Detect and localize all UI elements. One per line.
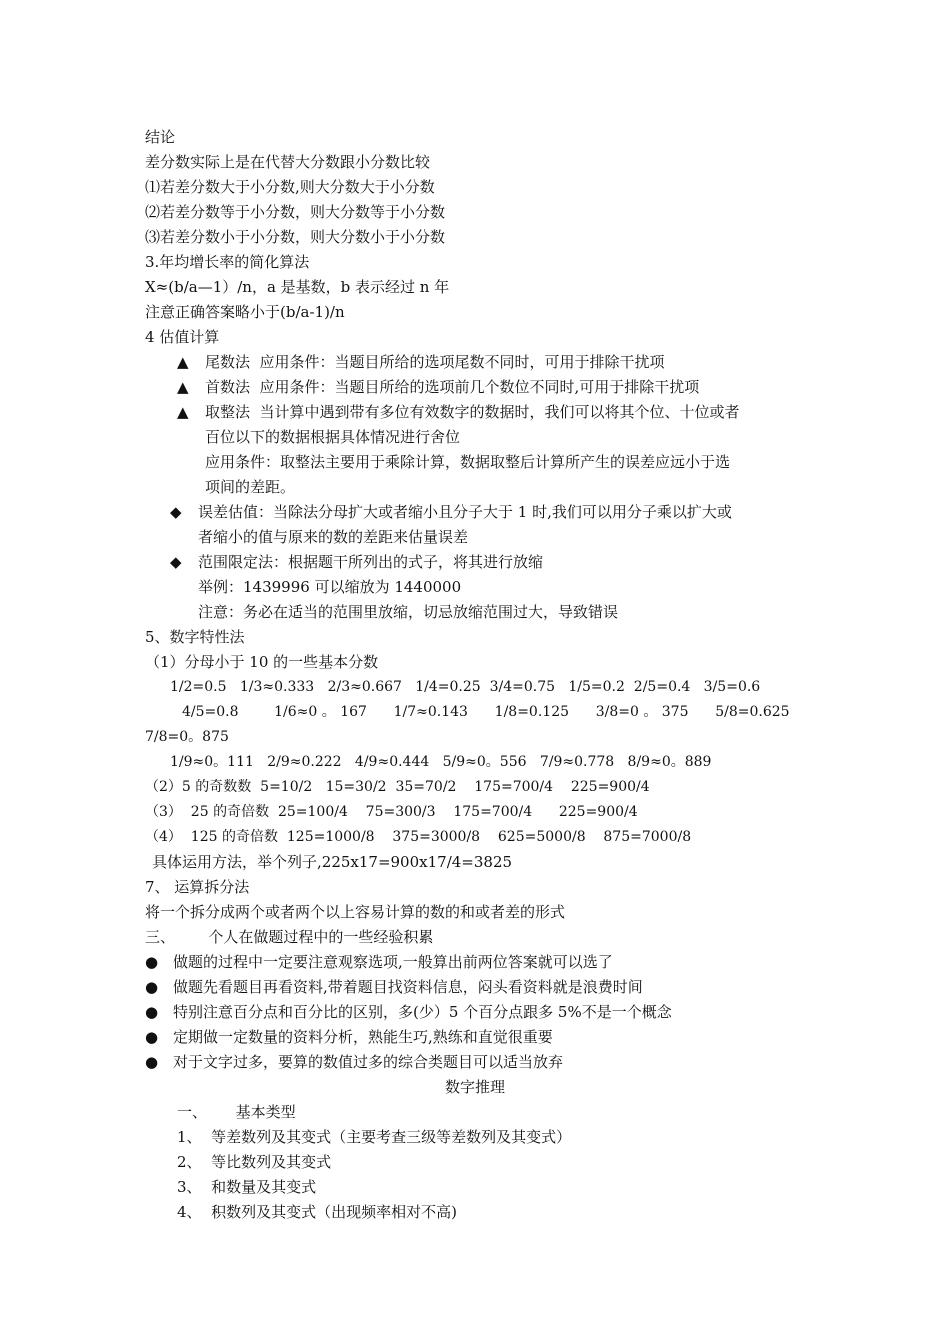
section-heading: 数字推理: [444, 1078, 505, 1096]
bullet-item: ◆ 范围限定法：根据题干所列出的式子，将其进行放缩: [170, 553, 544, 571]
text-line: 1、 等差数列及其变式（主要考查三级等差数列及其变式）: [177, 1128, 572, 1146]
dot-bullet-icon: ●: [145, 978, 159, 996]
text-line: 2、 等比数列及其变式: [177, 1153, 332, 1171]
bullet-item: ▲ 尾数法 应用条件：当题目所给的选项尾数不同时，可用于排除干扰项: [177, 353, 665, 371]
text-line: 注意正确答案略小于(b/a-1)/n: [145, 303, 345, 321]
text-line: ⑶若差分数小于小分数，则大分数小于小分数: [145, 228, 446, 246]
text-line: 项间的差距。: [205, 478, 296, 496]
text-line: 结论: [145, 128, 176, 146]
text-line: （1）分母小于 10 的一些基本分数: [145, 653, 379, 671]
text-line: 1/2=0.5 1/3≈0.333 2/3≈0.667 1/4=0.25 3/4=0.75 1/5=0.2 2/5=0.4 3/5=0.6: [170, 679, 761, 695]
bullet-item: ▲ 首数法 应用条件：当题目所给的选项前几个数位不同时,可用于排除干扰项: [177, 378, 700, 396]
text-line: 7、 运算拆分法: [145, 878, 250, 896]
text-line: 4 估值计算: [145, 328, 220, 346]
text-line: ⑵若差分数等于小分数，则大分数等于小分数: [145, 203, 446, 221]
bullet-item: ● 对于文字过多，要算的数值过多的综合类题目可以适当放弃: [145, 1053, 564, 1071]
text-line: 举例：1439996 可以缩放为 1440000: [198, 578, 462, 596]
text-line: 5、数字特性法: [145, 628, 245, 646]
bullet-item: ◆ 误差估值：当除法分母扩大或者缩小且分子大于 1 时,我们可以用分子乘以扩大或: [170, 503, 732, 521]
triangle-bullet-icon: ▲: [177, 353, 189, 371]
bullet-item: ● 特别注意百分点和百分比的区别，多(少）5 个百分点跟多 5%不是一个概念: [145, 1003, 672, 1021]
text-line: （3） 25 的奇倍数 25=100/4 75=300/3 175=700/4 225=900/4: [145, 804, 638, 820]
triangle-bullet-icon: ▲: [177, 378, 189, 396]
text-line: 应用条件：取整法主要用于乘除计算，数据取整后计算所产生的误差应远小于选: [205, 453, 731, 471]
text-line: 者缩小的值与原来的数的差距来估量误差: [198, 528, 469, 546]
diamond-bullet-icon: ◆: [170, 553, 182, 571]
text-line: 注意：务必在适当的范围里放缩，切忌放缩范围过大，导致错误: [198, 603, 619, 621]
text-line: 差分数实际上是在代替大分数跟小分数比较: [145, 153, 431, 171]
text-line: ⑴若差分数大于小分数,则大分数大于小分数: [145, 178, 435, 196]
text-line: 百位以下的数据根据具体情况进行舍位: [205, 428, 461, 446]
text-line: 3.年均增长率的简化算法: [145, 253, 310, 271]
text-line: 3、 和数量及其变式: [177, 1178, 317, 1196]
text-line: 1/9≈0。111 2/9≈0.222 4/9≈0.444 5/9≈0。556 7/9≈0.778 8/9≈0。889: [170, 754, 712, 770]
bullet-item: ● 做题先看题目再看资料,带着题目找资料信息，闷头看资料就是浪费时间: [145, 978, 643, 996]
text-line: （2）5 的奇数数 5=10/2 15=30/2 35=70/2 175=700/4 225=900/4: [145, 779, 650, 795]
bullet-item: ▲ 取整法 当计算中遇到带有多位有效数字的数据时，我们可以将其个位、十位或者: [177, 403, 740, 421]
dot-bullet-icon: ●: [145, 1053, 159, 1071]
bullet-item: ● 做题的过程中一定要注意观察选项,一般算出前两位答案就可以选了: [145, 953, 613, 971]
text-line: X≈(b/a—1）/n，a 是基数，b 表示经过 n 年: [145, 278, 450, 296]
text-line: 三、 个人在做题过程中的一些经验积累: [145, 928, 434, 946]
triangle-bullet-icon: ▲: [177, 403, 189, 421]
text-line: 4/5=0.8 1/6≈0 。 167 1/7≈0.143 1/8=0.125 3/8=0 。 375 5/8=0.625: [182, 704, 790, 720]
text-line: 7/8=0。875: [145, 729, 229, 745]
text-line: （4） 125 的奇倍数 125=1000/8 375=3000/8 625=5000/8 875=7000/8: [145, 829, 692, 845]
text-line: 具体运用方法，举个列子,225x17=900x17/4=3825: [152, 853, 513, 871]
text-line: 将一个拆分成两个或者两个以上容易计算的数的和或者差的形式: [145, 903, 566, 921]
text-line: 一、 基本类型: [177, 1103, 296, 1121]
dot-bullet-icon: ●: [145, 1003, 159, 1021]
dot-bullet-icon: ●: [145, 953, 159, 971]
diamond-bullet-icon: ◆: [170, 503, 182, 521]
bullet-item: ● 定期做一定数量的资料分析，熟能生巧,熟练和直觉很重要: [145, 1028, 553, 1046]
dot-bullet-icon: ●: [145, 1028, 159, 1046]
text-line: 4、 积数列及其变式（出现频率相对不高): [177, 1203, 457, 1221]
